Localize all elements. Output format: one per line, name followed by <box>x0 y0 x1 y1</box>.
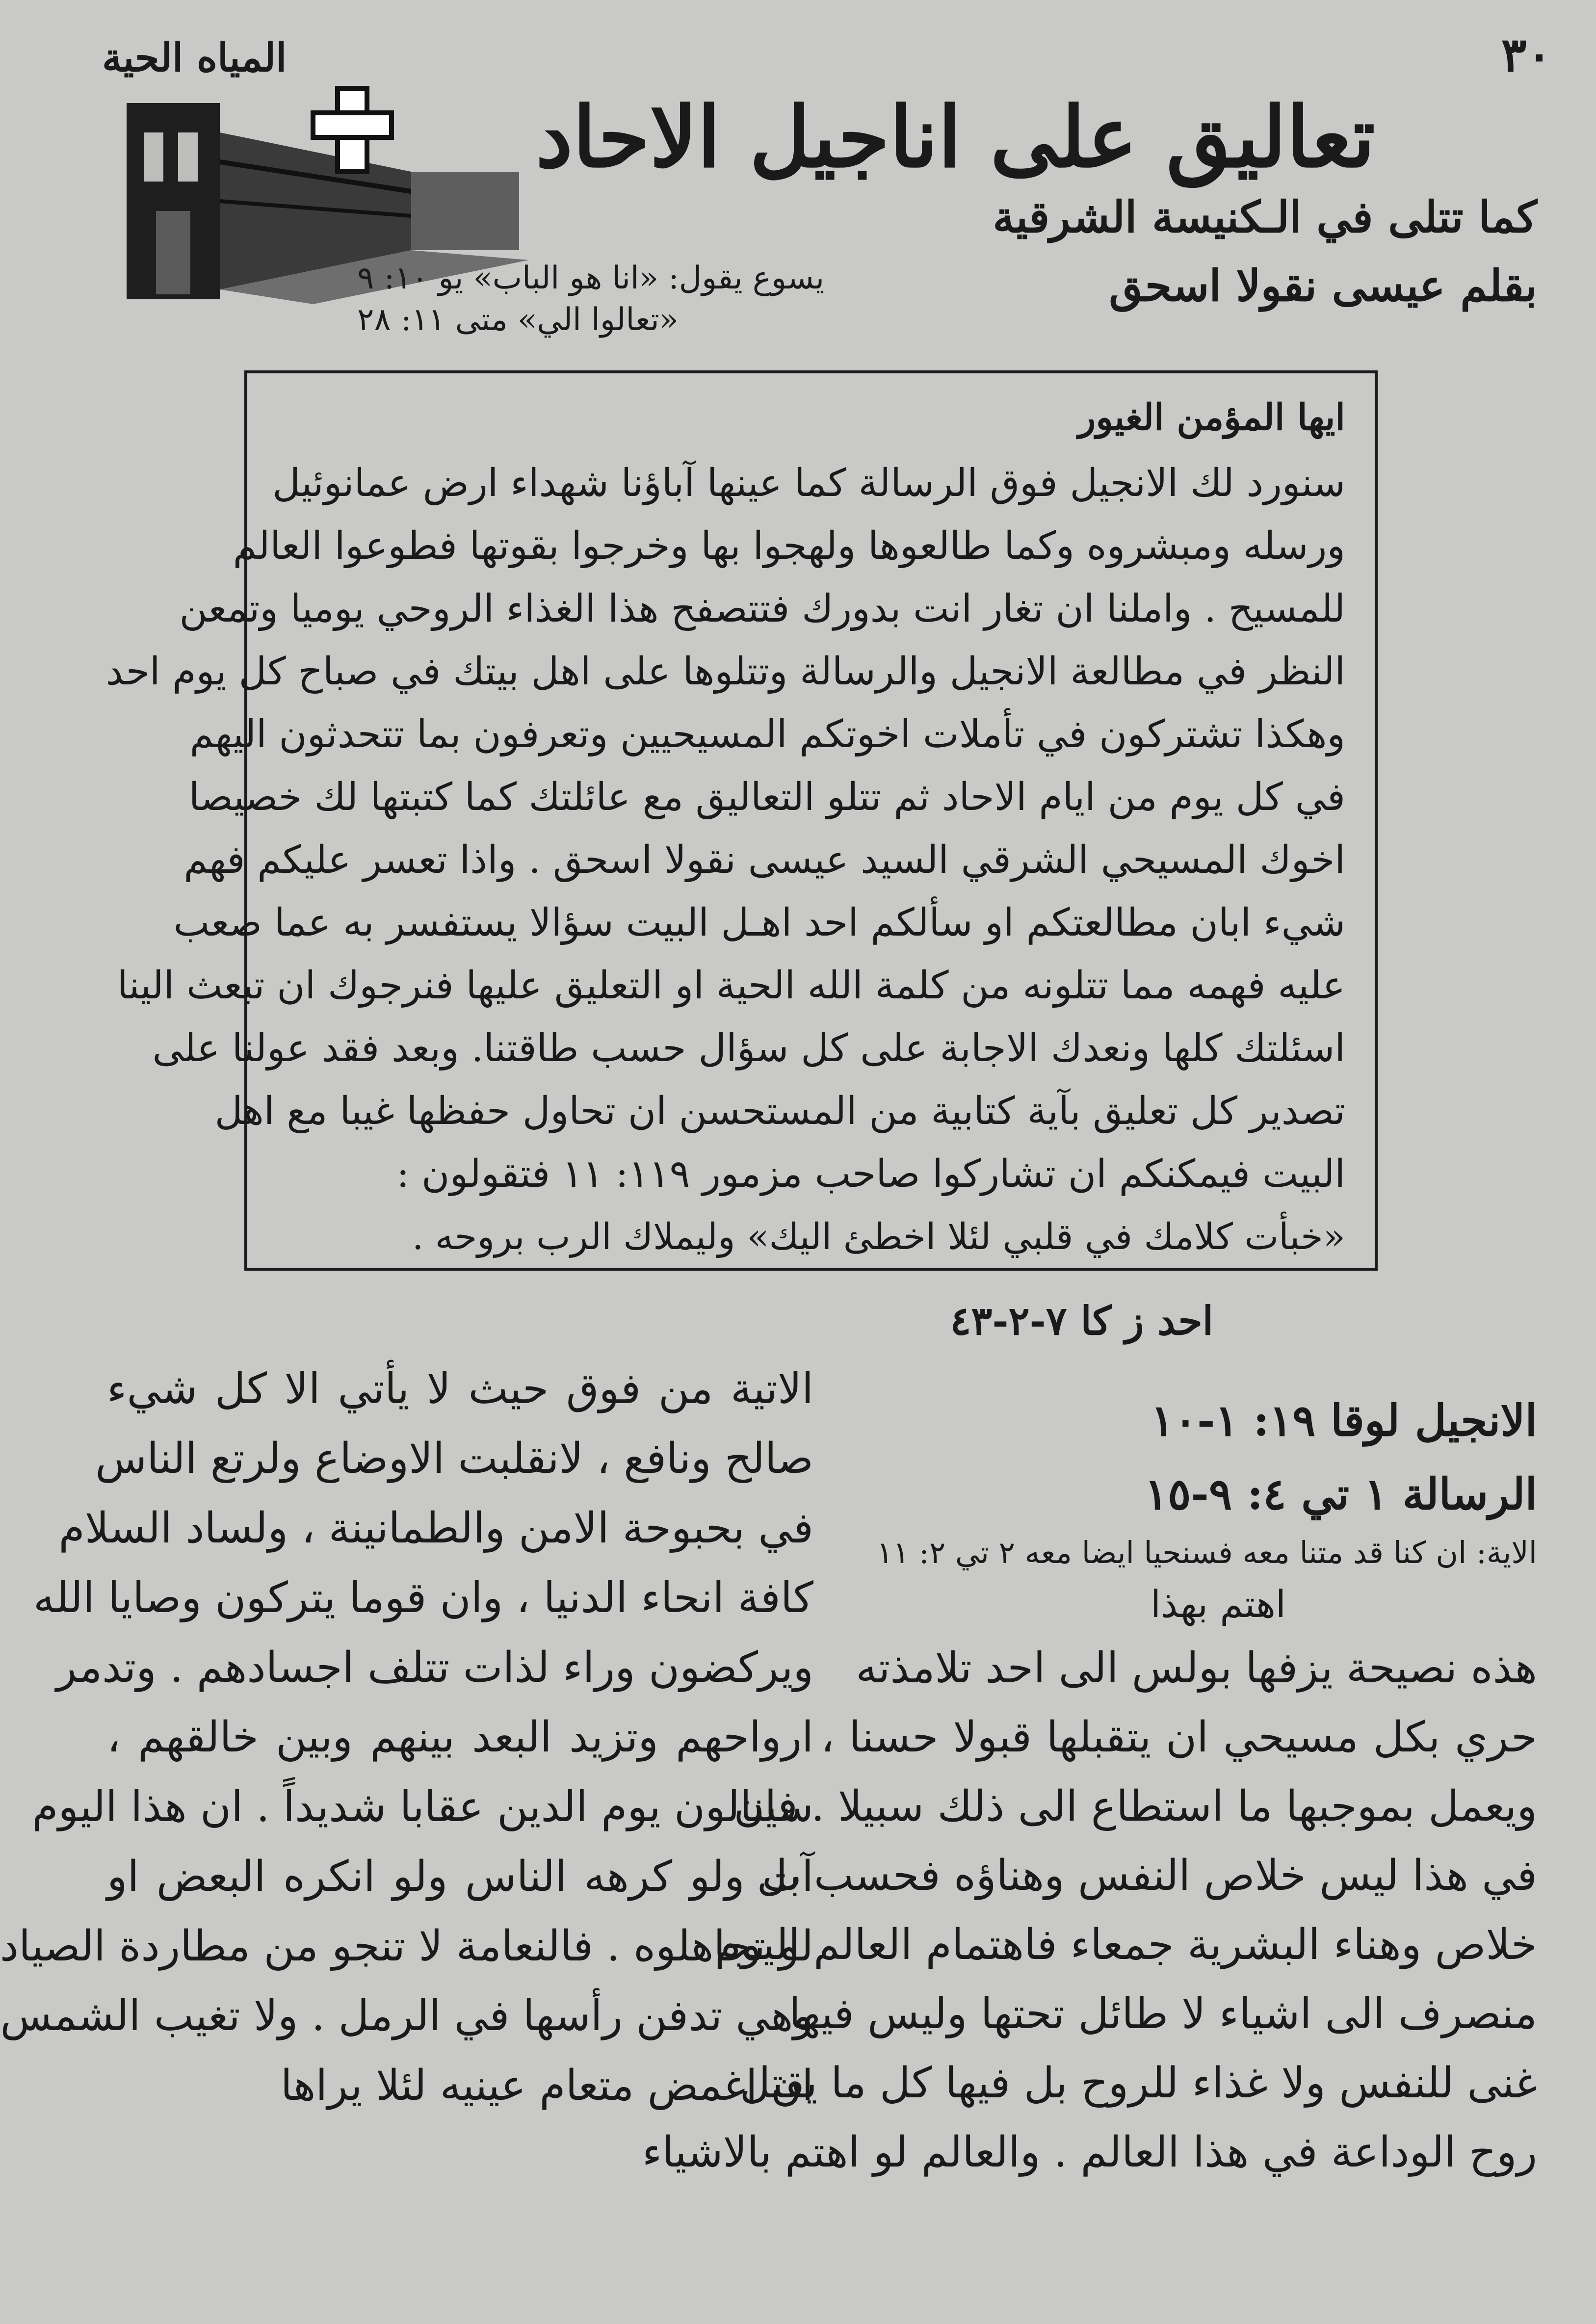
intro-line: النظر في مطالعة الانجيل والرسالة وتتلوها على اهل بيتك في صباح كل يوم احد <box>105 650 1345 694</box>
right-column <box>642 1384 1537 2187</box>
body-line: وهي تدفن رأسها في الرمل . ولا تغيب الشمس <box>0 1991 813 2040</box>
left-column <box>0 1354 813 2120</box>
intro-line: تصدير كل تعليق بآية كتابية من المستحسن ان تحاول حفظها غيبا مع اهل <box>214 1089 1345 1133</box>
intro-line: وهكذا تشتركون في تأملات اخوتكم المسيحيين وتعرفون بما تتحدثون اليهم <box>189 712 1345 757</box>
body-line: في بحبوحة الامن والطمانينة ، ولساد السلام <box>58 1504 813 1553</box>
intro-line: اسئلتك كلها ونعدك الاجابة على كل سؤال حسب طاقتنا. وبعد فقد عولنا على <box>152 1026 1345 1071</box>
body-line: ويركضون وراء لذات تتلف اجسادهم . وتدمر <box>56 1643 813 1692</box>
epigraph-quote-2: «تعالوا الي» متى ١١: ٢٨ <box>357 302 679 338</box>
intro-line: البيت فيمكنكم ان تشاركوا صاحب مزمور ١١٩: ١١ فتقولون : <box>396 1152 1345 1196</box>
body-line: خلاص وهناء البشرية جمعاء فاهتمام العالم اليوم <box>715 1920 1537 1969</box>
key-verse: الاية: ان كنا قد متنا معه فسنحيا ايضا معه ٢ تي ٢: ١١ <box>876 1535 1537 1570</box>
subtitle: كما تتلى في الـكنيسة الشرقية <box>993 191 1537 242</box>
page-number: ٣٠ <box>1501 27 1552 82</box>
sunday-date-heading: احد ز كا ٧-٢-٤٣ <box>950 1298 1213 1344</box>
page-title: تعاليق على اناجيل الاحاد <box>535 88 1375 186</box>
body-line: ارواحهم وتزيد البعد بينهم وبين خالقهم ، <box>107 1713 813 1762</box>
epistle-reading: الرسالة ١ تي ٤: ٩-١٥ <box>1144 1468 1537 1519</box>
body-line: لو تجاهلوه . فالنعامة لا تنجو من مطاردة الصياد <box>0 1922 813 1971</box>
intro-line: عليه فهمه مما تتلونه من كلمة الله الحية او التعليق عليها فنرجوك ان تبعث الينا <box>117 964 1345 1008</box>
intro-closing-quote: «خبأت كلامك في قلبي لئلا اخطئ اليك» وليملاك الرب بروحه . <box>412 1216 1345 1258</box>
body-line: ويعمل بموجبها ما استطاع الى ذلك سبيلا . فان <box>733 1782 1537 1831</box>
intro-line: سنورد لك الانجيل فوق الرسالة كما عينها آباؤنا شهداء ارض عمانوئيل <box>272 461 1345 505</box>
body-line: منصرف الى اشياء لا طائل تحتها وليس فيها <box>788 1989 1537 2038</box>
body-line: آت ولو كرهه الناس ولو انكره البعض او <box>107 1852 813 1901</box>
body-line: في هذا ليس خلاص النفس وهناؤه فحسب بل <box>757 1851 1537 1900</box>
intro-line: ورسله ومبشروه وكما طالعوها ولهجوا بها وخرجوا بقوتها فطوعوا العالم <box>233 524 1345 568</box>
body-line: صالح ونافع ، لانقلبت الاوضاع ولرتع الناس <box>95 1434 813 1483</box>
gospel-reading: الانجيل لوقا ١٩: ١-١٠ <box>1151 1395 1537 1446</box>
body-line: غنى للنفس ولا غذاء للروح بل فيها كل ما يقتل <box>739 2059 1537 2108</box>
body-line: كافة انحاء الدنيا ، وان قوما يتركون وصايا الله <box>33 1573 813 1622</box>
body-line: ان اغمض متعام عينيه لئلا يراها <box>280 2061 813 2110</box>
intro-line: للمسيح . واملنا ان تغار انت بدورك فتتصفح هذا الغذاء الروحي يوميا وتمعن <box>179 587 1345 631</box>
intro-box <box>105 370 1378 1271</box>
intro-line: في كل يوم من ايام الاحاد ثم تتلو التعاليق مع عائلتك كما كتبتها لك خصيصا <box>188 775 1345 819</box>
body-line: روح الوداعة في هذا العالم . والعالم لو اهتم بالاشياء <box>642 2128 1537 2177</box>
body-line: حري بكل مسيحي ان يتقبلها قبولا حسنا ، <box>821 1713 1537 1762</box>
epigraph-quote-1: يسوع يقول: «انا هو الباب» يو ١٠: ٩ <box>357 260 824 296</box>
author-byline: بقلم عيسى نقولا اسحق <box>1109 260 1537 311</box>
intro-line: شيء ابان مطالعتكم او سألكم احد اهـل البيت سؤالا يستفسر به عما صعب <box>173 901 1345 945</box>
verse-note: اهتم بهذا <box>1150 1582 1286 1626</box>
intro-heading: ايها المؤمن الغيور <box>1078 396 1345 439</box>
journal-name: المياه الحية <box>102 34 287 80</box>
body-line: الاتية من فوق حيث لا يأتي الا كل شيء <box>107 1364 813 1413</box>
body-line: هذه نصيحة يزفها بولس الى احد تلامذته <box>856 1644 1537 1693</box>
intro-line: اخوك المسيحي الشرقي السيد عيسى نقولا اسحق . واذا تعسر عليكم فهم <box>183 838 1345 882</box>
body-line: سينالون يوم الدين عقابا شديداً . ان هذا اليوم <box>32 1782 813 1831</box>
